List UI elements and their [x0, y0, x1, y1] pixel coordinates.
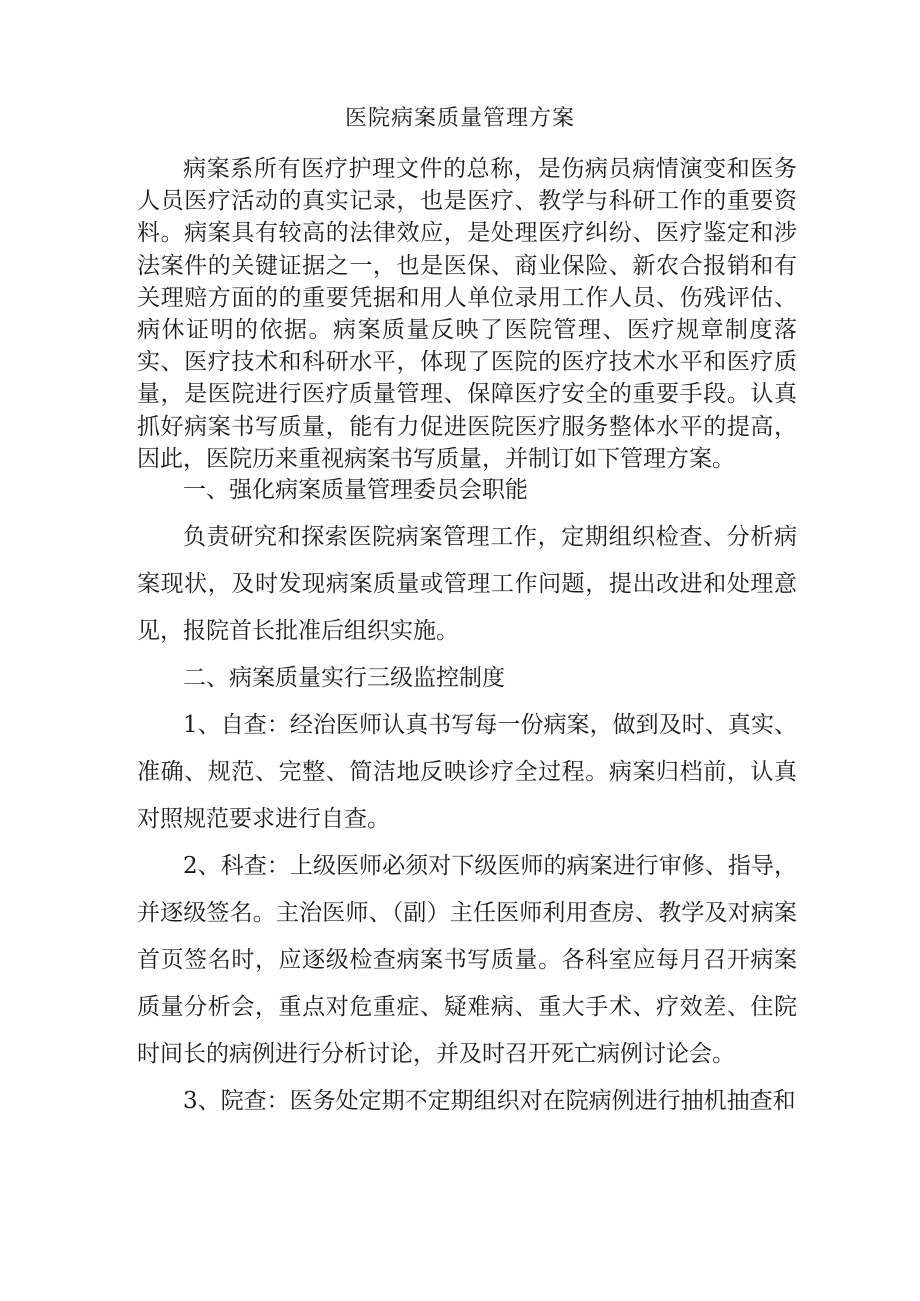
- intro-paragraph: 病案系所有医疗护理文件的总称，是伤病员病情演变和医务人员医疗活动的真实记录，也是医疗、教学与科研工作的重要资料。病案具有较高的法律效应，是处理医疗纠纷、医疗鉴定和涉法案件的关键证据之一，也是医保、商业保险、新农合报销和有关理赔方面的的重要凭据和用人单位录用工作人员、伤残评估、病休证明的依据。病案质量反映了医院管理、医疗规章制度落实、医疗技术和科研水平，体现了医院的医疗技术水平和医疗质量，是医院进行医疗质量管理、保障医疗安全的重要手段。认真抓好病案书写质量，能有力促进医院医疗服务整体水平的提高，因此，医院历来重视病案书写质量，并制订如下管理方案。: [137, 156, 797, 472]
- self-check-item: 1、自查：经治医师认真书写每一份病案，做到及时、真实、准确、规范、完整、简洁地反映诊疗全过程。病案归档前，认真对照规范要求进行自查。: [137, 712, 797, 832]
- hospital-check-item: 3、院查：医务处定期不定期组织对在院病例进行抽机抽查和: [183, 1088, 796, 1114]
- section2-heading: 二、病案质量实行三级监控制度: [183, 665, 505, 691]
- department-check-item: 2、科查：上级医师必须对下级医师的病案进行审修、指导，并逐级签名。主治医师、（副）主任医师利用查房、教学及对病案首页签名时，应逐级检查病案书写质量。各科室应每月召开病案质量分析会，重点对危重症、疑难病、重大手术、疗效差、住院时间长的病例进行分析讨论，并及时召开死亡病例讨论会。: [137, 853, 797, 1067]
- section1-body: 负责研究和探索医院病案管理工作，定期组织检查、分析病案现状，及时发现病案质量或管理工作问题，提出改进和处理意见，报院首长批准后组织实施。: [137, 524, 797, 644]
- section1-heading: 一、强化病案质量管理委员会职能: [183, 477, 528, 503]
- document-title: 医院病案质量管理方案: [344, 106, 575, 131]
